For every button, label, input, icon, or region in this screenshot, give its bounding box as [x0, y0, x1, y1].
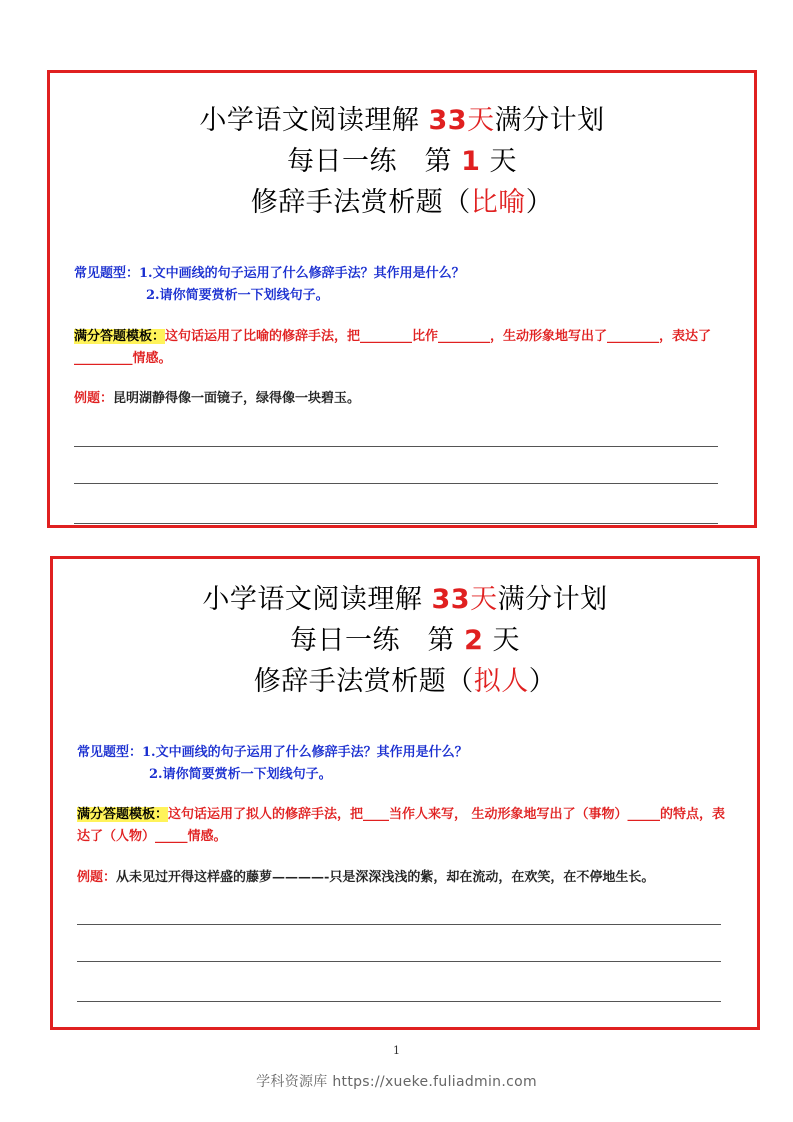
title-line-1: 小学语文阅读理解 33天满分计划 [199, 105, 605, 136]
answer-line [74, 523, 718, 524]
common-question-types: 常见题型：1.文中画线的句子运用了什么修辞手法？其作用是什么？ 2.请你简要赏析一下划线句子。 [77, 745, 468, 782]
answer-line [77, 924, 721, 925]
answer-line [77, 1001, 721, 1002]
exercise-card-day-2 [50, 556, 760, 1030]
card-title-block [50, 73, 754, 223]
answer-line [74, 446, 718, 447]
answer-line [74, 483, 718, 484]
example-sentence: 例题：从未见过开得这样盛的藤萝————-只是深深浅浅的紫，却在流动，在欢笑，在不停地生长。 [77, 870, 655, 885]
title-line-2: 每日一练 第 1 天 [287, 146, 517, 177]
exercise-card-day-1 [47, 70, 757, 528]
source-watermark: 学科资源库 https://xueke.fuliadmin.com [256, 1074, 537, 1090]
title-line-3: 修辞手法赏析题（拟人） [253, 666, 557, 697]
answer-template: 满分答题模板：这句话运用了比喻的修辞手法，把________比作________，生动形象地写出了________，表达了_________情感。 [74, 329, 712, 366]
title-line-2: 每日一练 第 2 天 [290, 625, 520, 656]
title-line-1: 小学语文阅读理解 33天满分计划 [202, 584, 608, 615]
title-line-3: 修辞手法赏析题（比喻） [250, 187, 554, 218]
common-question-types: 常见题型：1.文中画线的句子运用了什么修辞手法？其作用是什么？ 2.请你简要赏析一下划线句子。 [74, 266, 465, 303]
answer-template: 满分答题模板：这句话运用了拟人的修辞手法，把____当作人来写， 生动形象地写出了（事物）_____的特点，表达了（人物）_____情感。 [77, 807, 726, 844]
page-number: 1 [393, 1044, 400, 1057]
example-sentence: 例题：昆明湖静得像一面镜子，绿得像一块碧玉。 [74, 391, 361, 406]
answer-line [77, 961, 721, 962]
card-title-block [53, 559, 757, 702]
